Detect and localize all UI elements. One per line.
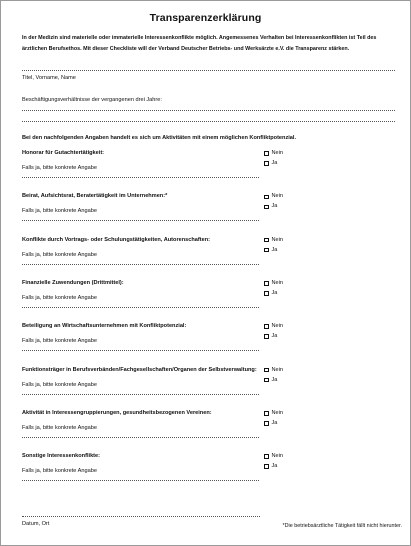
intro-text: In der Medizin sind materielle oder immaterielle Interessenkonflikte möglich. Angemessenes Verhalten bei Interessenkonflikten ist Teil des ärztlichen Berufsethos. Mit dieser Checkliste will der Verband Deutscher Betriebs- und Werksärzte e.V. die Transparenz stärken. <box>22 35 377 52</box>
checkbox-nein-box[interactable] <box>264 151 269 156</box>
conflict-item-label: Aktivität in Interessengruppierungen, gesundheitsbezogenen Vereinen: <box>22 409 212 416</box>
checkbox-nein[interactable] <box>264 453 283 460</box>
checkbox-ja-box[interactable] <box>264 464 269 469</box>
conflict-item-hint: Falls ja, bitte konkrete Angabe <box>22 251 97 258</box>
page-title: Transparenzerklärung <box>149 12 262 24</box>
checkbox-ja[interactable] <box>264 290 277 297</box>
name-field-line[interactable] <box>22 70 395 71</box>
checkbox-nein-label: Nein <box>271 150 284 156</box>
name-field-label: Titel, Vorname, Name <box>22 75 76 81</box>
conflict-item-detail-line[interactable] <box>22 177 259 178</box>
conflict-item-label: Beteiligung an Wirtschaftsunternehmen mit Konfliktpotenzial: <box>22 323 187 330</box>
checkbox-ja[interactable] <box>264 160 277 167</box>
checkbox-nein-label: Nein <box>271 236 284 243</box>
checkbox-nein-box[interactable] <box>264 454 269 459</box>
conflict-item-detail-line[interactable] <box>22 437 259 438</box>
checkbox-ja[interactable] <box>264 420 277 427</box>
checkbox-nein-box[interactable] <box>264 238 269 243</box>
conflict-item-detail-line[interactable] <box>22 264 259 265</box>
checkbox-ja-box[interactable] <box>264 334 269 339</box>
conflict-item-hint: Falls ja, bitte konkrete Angabe <box>22 208 97 215</box>
conflict-item-label: Funktionsträger in Berufsverbänden/Fachgesellschaften/Organen der Selbstverwaltung: <box>22 366 257 373</box>
checkbox-nein-label: Nein <box>271 323 284 330</box>
checkbox-ja[interactable] <box>264 247 277 254</box>
conflict-item-detail-line[interactable] <box>22 394 259 395</box>
checkbox-nein-label: Nein <box>271 366 284 373</box>
conflict-item-label: Beirat, Aufsichtsrat, Beratertätigkeit im Unternehmen:* <box>22 193 168 200</box>
conflict-item-detail-line[interactable] <box>22 307 259 308</box>
conflict-item-detail-line[interactable] <box>22 480 259 481</box>
checkbox-ja-box[interactable] <box>264 161 269 166</box>
checkbox-ja[interactable] <box>264 463 277 470</box>
conflict-item-hint: Falls ja, bitte konkrete Angabe <box>22 294 97 301</box>
footnote: *Die betriebsärztliche Tätigkeit fällt nicht hierunter. <box>282 523 402 529</box>
checkbox-ja-label: Ja <box>271 376 278 383</box>
checkbox-ja[interactable] <box>264 377 277 384</box>
checkbox-nein[interactable] <box>264 193 283 200</box>
checkbox-ja[interactable] <box>264 203 277 210</box>
conflict-item-hint: Falls ja, bitte konkrete Angabe <box>22 468 97 475</box>
checkbox-ja-box[interactable] <box>264 291 269 296</box>
checkbox-nein[interactable] <box>264 237 283 244</box>
checkbox-nein[interactable] <box>264 280 283 287</box>
checkbox-nein-box[interactable] <box>264 368 269 373</box>
checkbox-nein-box[interactable] <box>264 411 269 416</box>
checkbox-ja-label: Ja <box>271 203 278 210</box>
employment-field-line-1[interactable] <box>22 110 395 111</box>
checkbox-nein[interactable] <box>264 323 283 330</box>
date-field-label: Datum, Ort <box>22 521 50 527</box>
conflict-item-detail-line[interactable] <box>22 220 259 221</box>
conflict-item-label: Finanzielle Zuwendungen (Drittmittel): <box>22 279 124 286</box>
checkbox-nein-box[interactable] <box>264 324 269 329</box>
conflict-item-hint: Falls ja, bitte konkrete Angabe <box>22 381 97 388</box>
checkbox-nein-label: Nein <box>271 279 284 286</box>
checkbox-nein[interactable] <box>264 410 283 417</box>
checkbox-nein-label: Nein <box>271 193 284 200</box>
conflict-item-hint: Falls ja, bitte konkrete Angabe <box>22 165 97 171</box>
checkbox-ja-box[interactable] <box>264 248 269 253</box>
checkbox-ja-box[interactable] <box>264 205 269 210</box>
checkbox-nein[interactable] <box>264 150 283 157</box>
date-field-line[interactable] <box>22 516 260 517</box>
conflict-item-label: Honorar für Gutachtertätigkeit: <box>22 150 105 156</box>
employment-field-line-2[interactable] <box>22 121 395 122</box>
conflict-item-hint: Falls ja, bitte konkrete Angabe <box>22 424 97 431</box>
checkbox-nein-label: Nein <box>271 453 284 460</box>
checkbox-ja-label: Ja <box>271 333 278 340</box>
conflict-item-label: Sonstige Interessenkonflikte: <box>22 453 101 460</box>
checkbox-ja-label: Ja <box>271 419 278 426</box>
checkbox-ja-label: Ja <box>271 463 278 470</box>
checkbox-nein-box[interactable] <box>264 281 269 286</box>
checkbox-ja-label: Ja <box>271 289 278 296</box>
checkbox-ja[interactable] <box>264 333 277 340</box>
checkbox-ja-box[interactable] <box>264 378 269 383</box>
conflict-item-detail-line[interactable] <box>22 350 259 351</box>
checkbox-ja-box[interactable] <box>264 421 269 426</box>
conflict-item-hint: Falls ja, bitte konkrete Angabe <box>22 338 97 345</box>
conflict-item-label: Konflikte durch Vortrags- oder Schulungstätigkeiten, Autorenschaften: <box>22 236 211 243</box>
employment-field-label: Beschäftigungsverhältnisse der vergangenen drei Jahre: <box>22 97 162 103</box>
checkbox-ja-label: Ja <box>271 246 278 253</box>
checkbox-nein[interactable] <box>264 367 283 374</box>
checkbox-nein-label: Nein <box>271 409 284 416</box>
checkbox-nein-box[interactable] <box>264 195 269 200</box>
checkbox-ja-label: Ja <box>271 160 278 166</box>
section-heading: Bei den nachfolgenden Angaben handelt es sich um Aktivitäten mit einem möglichen Konfliktpotenzial. <box>22 135 297 141</box>
